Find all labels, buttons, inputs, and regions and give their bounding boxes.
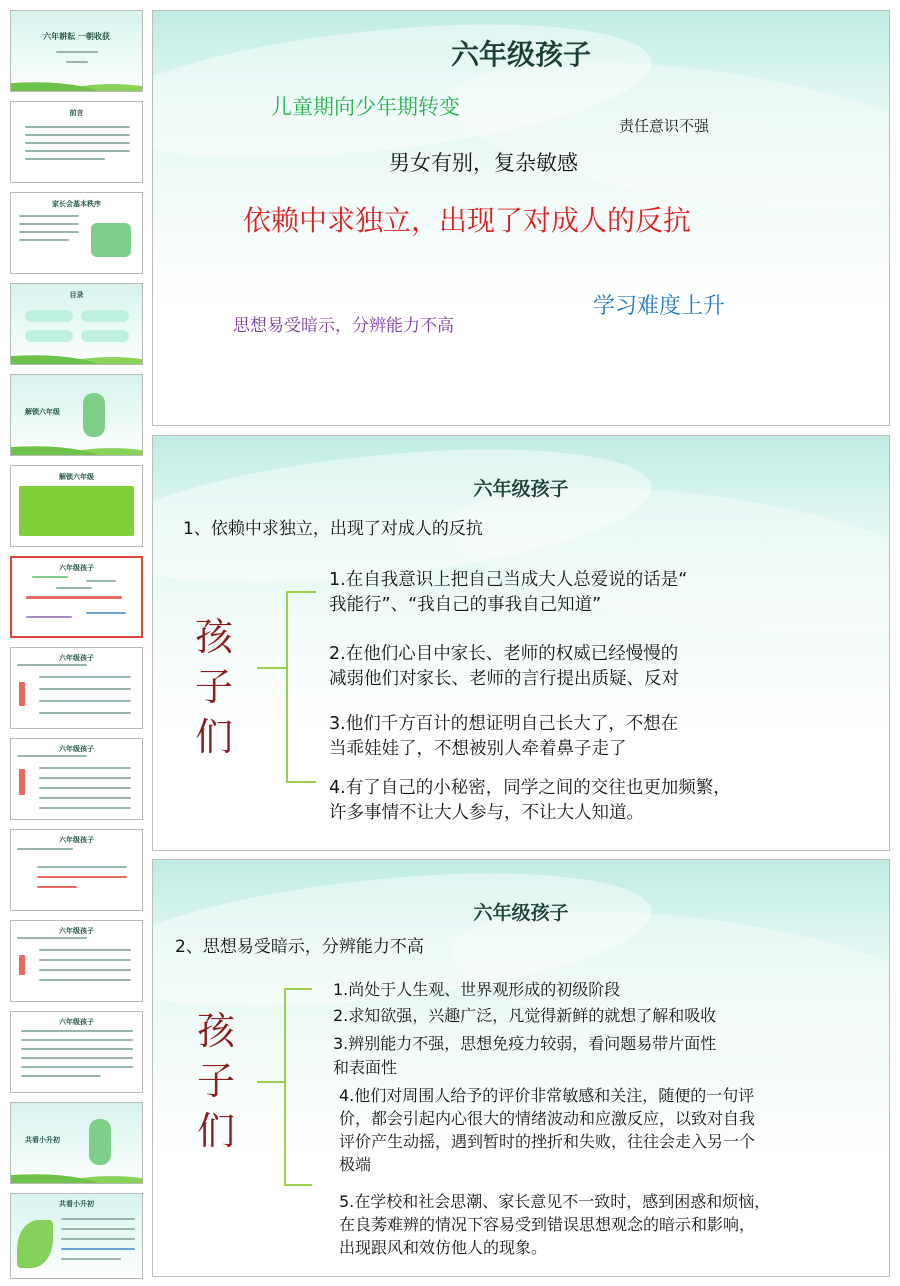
- list-item-line: 1.在自我意识上把自己当成大人总爱说的话是“: [329, 570, 688, 590]
- bracket-stem: [257, 1081, 285, 1083]
- list-item: [329, 642, 679, 692]
- thumbnail-line: [39, 700, 131, 702]
- list-item-line: 5.在学校和社会思潮、家长意见不一致时，感到困惑和烦恼，: [339, 1192, 771, 1211]
- phrase-suggestible: 思想易受暗示，分辨能力不高: [233, 316, 454, 336]
- thumbnail-line: [21, 1066, 133, 1068]
- list-item-line: 4.他们对周围人给予的评价非常敏感和关注，随便的一句评: [339, 1086, 755, 1105]
- thumbnail-line: [19, 223, 79, 225]
- kids-label-char: 孩: [194, 615, 233, 659]
- thumbnail-title: 前言: [69, 109, 84, 117]
- list-item-line: 在良莠难辨的情况下容易受到错误思想观念的暗示和影响，: [339, 1215, 756, 1234]
- grass-decoration: [10, 437, 143, 456]
- slide-panel-dependence[interactable]: [152, 435, 890, 851]
- thumbnail-title: 解锁六年级: [25, 408, 60, 416]
- thumbnail-line: [25, 134, 130, 136]
- bracket-tick: [284, 1184, 312, 1186]
- thumbnail-line: [39, 807, 131, 809]
- thumbnail-line: [19, 682, 25, 706]
- slide-thumbnail-11[interactable]: [10, 920, 143, 1002]
- slide-thumbnail-5[interactable]: [10, 374, 143, 456]
- kids-label: [193, 1006, 239, 1156]
- list-item: [333, 1004, 716, 1028]
- thumbnail-line: [39, 777, 131, 779]
- thumbnail-line: [86, 612, 126, 614]
- thumbnail-title: 目录: [69, 291, 84, 299]
- list-item-line: 当乖娃娃了，不想被别人牵着鼻子走了: [329, 739, 627, 759]
- thumbnail-line: [39, 676, 131, 678]
- thumbnail-line: [39, 787, 131, 789]
- list-item-line: 极端: [339, 1155, 372, 1174]
- list-item-line: 我能行”、“我自己的事我自己知道”: [329, 595, 602, 615]
- thumbnail-line: [37, 876, 127, 878]
- slide-thumbnail-13[interactable]: [10, 1102, 143, 1184]
- list-item-line: 2.在他们心目中家长、老师的权威已经慢慢的: [329, 644, 679, 664]
- list-item: [329, 712, 678, 762]
- bracket-tick: [286, 781, 316, 783]
- thumbnail-line: [86, 580, 116, 582]
- thumbnail-line: [25, 126, 130, 128]
- slide-title: 六年级孩子: [473, 478, 569, 500]
- thumbnail-line: [26, 596, 122, 599]
- slide-title: 六年级孩子: [450, 38, 591, 71]
- slide-thumbnail-4[interactable]: [10, 283, 143, 365]
- slide-thumbnail-14[interactable]: [10, 1193, 143, 1279]
- kids-label: [191, 612, 237, 762]
- thumbnail-title: 家长会基本秩序: [52, 200, 101, 208]
- thumbnail-line: [66, 61, 88, 63]
- thumbnail-line: [61, 1228, 135, 1230]
- thumbnail-title: 六年级孩子: [59, 564, 94, 572]
- list-item-line: 出现跟风和效仿他人的现象。: [339, 1238, 548, 1257]
- thumbnail-line: [25, 158, 105, 160]
- thumbnail-line: [39, 949, 131, 951]
- bracket-spine: [286, 591, 288, 783]
- thumbnail-line: [37, 886, 77, 888]
- bracket-tick: [286, 591, 316, 593]
- thumbnail-line: [39, 712, 131, 714]
- thumbnail-title: 共看小升初: [59, 1200, 94, 1208]
- toc-chip: [81, 310, 129, 322]
- list-item: [333, 1032, 716, 1080]
- thumbnail-line: [32, 576, 68, 578]
- thumbnail-line: [17, 664, 87, 666]
- kids-label-char: 子: [196, 1059, 235, 1103]
- thumbnail-line: [21, 1048, 133, 1050]
- list-item: [329, 568, 687, 618]
- slide-title: 六年级孩子: [473, 902, 569, 924]
- toc-chip: [25, 310, 73, 322]
- thumbnail-line: [21, 1057, 133, 1059]
- thumbnail-line: [25, 150, 130, 152]
- phrase-dependence: 依赖中求独立，出现了对成人的反抗: [243, 204, 692, 237]
- thumbnail-line: [17, 937, 87, 939]
- kids-label-char: 们: [194, 715, 233, 759]
- bracket-tick: [284, 988, 312, 990]
- thumbnail-line: [61, 1258, 121, 1260]
- list-item-line: 和表面性: [333, 1058, 398, 1077]
- list-item-line: 许多事情不让大人参与，不让大人知道。: [329, 803, 644, 823]
- slide-panel-suggestible[interactable]: [152, 859, 890, 1277]
- grass-decoration: [10, 346, 143, 365]
- toc-chip: [81, 330, 129, 342]
- thumbnail-line: [19, 215, 79, 217]
- thumbnail-line: [39, 767, 131, 769]
- list-item: [339, 1084, 755, 1176]
- grass-decoration: [10, 73, 143, 92]
- grass-decoration: [10, 1165, 143, 1184]
- slide-thumbnail-9[interactable]: [10, 738, 143, 820]
- green-text-box: [19, 486, 134, 536]
- thumbnail-title: 解锁六年级: [59, 473, 94, 481]
- slide-subtitle: 2、思想易受暗示，分辨能力不高: [175, 937, 424, 957]
- thumbnail-line: [56, 51, 98, 53]
- thumbnail-title: 六年级孩子: [59, 1018, 94, 1026]
- thumbnail-title: 六年级孩子: [59, 745, 94, 753]
- kids-label-char: 们: [196, 1109, 235, 1153]
- thumbnail-line: [21, 1030, 133, 1032]
- kids-label-char: 孩: [196, 1009, 235, 1053]
- phrase-responsibility: 责任意识不强: [619, 117, 710, 135]
- thumbnail-line: [39, 688, 131, 690]
- girl-illustration: [83, 393, 105, 437]
- list-item-line: 3.辨别能力不强，思想免疫力较弱，看问题易带片面性: [333, 1034, 717, 1053]
- bracket-stem: [257, 667, 287, 669]
- list-item: [329, 776, 731, 826]
- bracket-spine: [284, 988, 286, 1186]
- slide-subtitle: 1、依赖中求独立，出现了对成人的反抗: [183, 519, 483, 539]
- kids-label-char: 子: [194, 665, 233, 709]
- thumbnail-line: [61, 1238, 135, 1240]
- slide-thumbnail-2[interactable]: [10, 101, 143, 183]
- list-item: [333, 978, 620, 1002]
- thumbnail-line: [39, 959, 131, 961]
- slide-thumbnail-12[interactable]: [10, 1011, 143, 1093]
- people-illustration: [91, 223, 131, 257]
- slide-thumbnail-7-selected[interactable]: [10, 556, 143, 638]
- thumbnail-line: [37, 866, 127, 868]
- phrase-transition: 儿童期向少年期转变: [271, 95, 460, 119]
- slide-thumbnail-3[interactable]: [10, 192, 143, 274]
- leaf-illustration: [17, 1220, 53, 1268]
- thumbnail-line: [26, 616, 72, 618]
- list-item: [339, 1190, 770, 1259]
- thumbnail-line: [39, 979, 131, 981]
- slide-thumbnail-10[interactable]: [10, 829, 143, 911]
- thumbnail-line: [19, 769, 25, 795]
- slide-thumbnail-8[interactable]: [10, 647, 143, 729]
- thumbnail-title: 六年级孩子: [59, 927, 94, 935]
- thumbnail-line: [17, 848, 73, 850]
- slide-thumbnail-rail[interactable]: [0, 0, 148, 1286]
- thumbnail-line: [21, 1039, 133, 1041]
- phrase-difficulty: 学习难度上升: [593, 294, 726, 319]
- thumbnail-line: [19, 239, 69, 241]
- thumbnail-title: 六年级孩子: [59, 654, 94, 662]
- thumbnail-line: [21, 1075, 101, 1077]
- thumbnail-title: 六年耕耘 一朝收获: [43, 32, 110, 41]
- thumbnail-line: [56, 587, 92, 589]
- thumbnail-line: [17, 755, 87, 757]
- list-item-line: 2.求知欲强，兴趣广泛，凡觉得新鲜的就想了解和吸收: [333, 1006, 717, 1025]
- list-item-line: 价，都会引起内心很大的情绪波动和应激反应，以致对自我: [339, 1109, 756, 1128]
- thumbnail-title: 六年级孩子: [59, 836, 94, 844]
- thumbnail-line: [39, 969, 131, 971]
- list-item-line: 减弱他们对家长、老师的言行提出质疑、反对: [329, 669, 679, 689]
- list-item-line: 4.有了自己的小秘密，同学之间的交往也更加频繁，: [329, 778, 731, 798]
- toc-chip: [25, 330, 73, 342]
- list-item-line: 3.他们千方百计的想证明自己长大了，不想在: [329, 714, 679, 734]
- list-item-line: 1.尚处于人生观、世界观形成的初级阶段: [333, 980, 621, 999]
- thumbnail-line: [61, 1218, 135, 1220]
- thumbnail-line: [61, 1248, 135, 1250]
- girl-illustration: [89, 1119, 111, 1165]
- slide-thumbnail-6[interactable]: [10, 465, 143, 547]
- thumbnail-line: [19, 231, 79, 233]
- list-item-line: 评价产生动摇，遇到暂时的挫折和失败，往往会走入另一个: [339, 1132, 756, 1151]
- thumbnail-line: [25, 142, 130, 144]
- thumbnail-title: 共看小升初: [25, 1136, 60, 1144]
- thumbnail-line: [39, 797, 131, 799]
- slide-thumbnail-1[interactable]: [10, 10, 143, 92]
- phrase-gender: 男女有别，复杂敏感: [389, 151, 578, 175]
- slide-panel-overview[interactable]: [152, 10, 890, 426]
- thumbnail-line: [19, 955, 25, 975]
